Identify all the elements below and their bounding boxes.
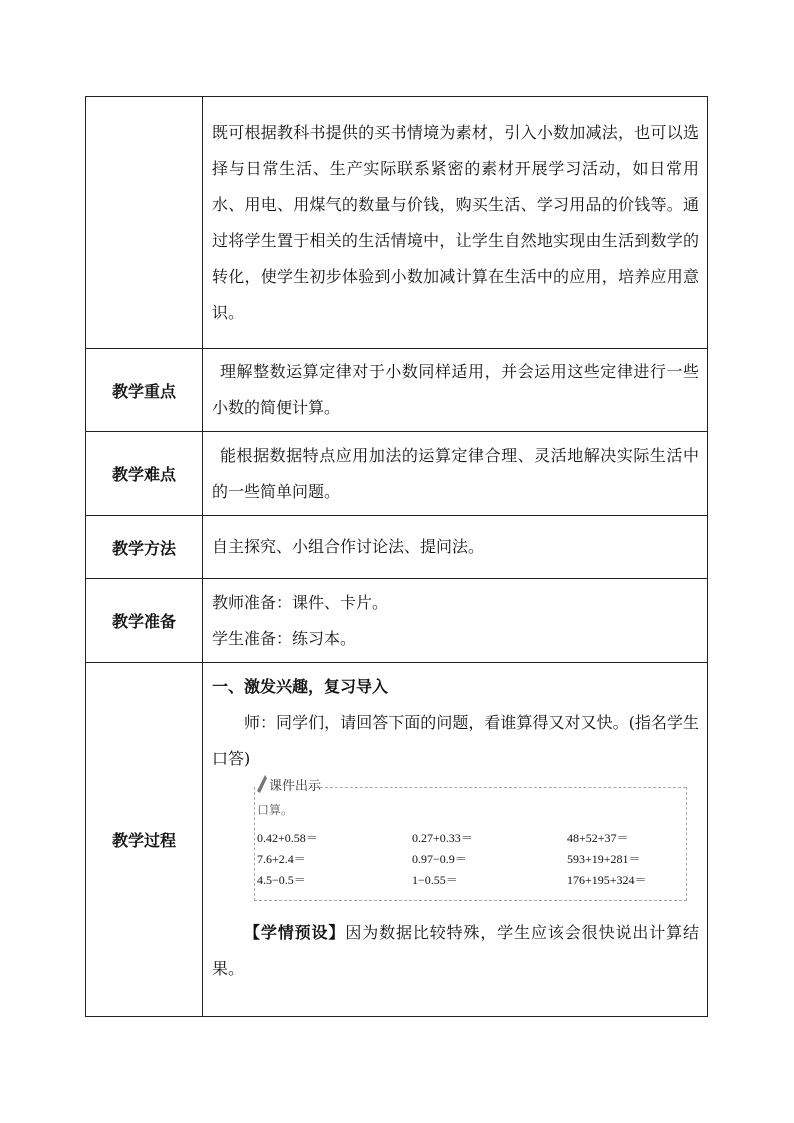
preset-text: 因为数据比较特殊，学生应该会很快说出计算结果。 xyxy=(212,923,699,978)
methods-text: 自主探究、小组合作讨论法、提问法。 xyxy=(212,537,485,556)
label-difficulties: 教学难点 xyxy=(86,432,203,516)
problem-row xyxy=(257,829,657,850)
preparation-cell xyxy=(203,579,708,663)
problem-row xyxy=(257,871,657,892)
label-key-points: 教学重点 xyxy=(86,349,203,432)
process-cell xyxy=(203,663,708,1017)
problem-grid xyxy=(257,829,657,892)
teacher-line: 师：同学们，请回答下面的问题，看谁算得又对又快。(指名学生口答) xyxy=(212,713,699,768)
problem-item: 1−0.55＝ xyxy=(412,873,458,887)
intro-cell xyxy=(203,97,708,349)
key-points-cell xyxy=(203,349,708,432)
row-preparation xyxy=(86,579,708,663)
problem-item: 593+19+281＝ xyxy=(567,852,641,866)
key-points-text: 理解整数运算定律对于小数同样适用，并会运用这些定律进行一些小数的简便计算。 xyxy=(212,362,699,417)
slash-icon xyxy=(255,775,267,793)
teacher-prep-text: 教师准备：课件、卡片。 xyxy=(212,592,389,612)
problem-item: 7.6+2.4＝ xyxy=(257,852,306,866)
problem-item: 48+52+37＝ xyxy=(567,831,629,845)
label-preparation: 教学准备 xyxy=(86,579,203,663)
row-methods xyxy=(86,516,708,579)
problem-item: 0.97−0.9＝ xyxy=(412,852,467,866)
lesson-plan-table xyxy=(85,96,708,1017)
row-process xyxy=(86,663,708,1017)
row-difficulties xyxy=(86,432,708,516)
courseware-box xyxy=(254,779,687,901)
process-heading: 一、激发兴趣，复习导入 xyxy=(212,677,389,696)
student-prep-text: 学生准备：练习本。 xyxy=(212,628,357,648)
courseware-tag-label: 课件出示 xyxy=(269,779,322,794)
problem-row xyxy=(257,850,657,871)
methods-cell xyxy=(203,516,708,579)
preset-paragraph xyxy=(212,915,699,987)
row-key-points xyxy=(86,349,708,432)
preset-label: 【学情预设】 xyxy=(244,923,346,942)
row-label-empty xyxy=(86,97,203,349)
difficulties-text: 能根据数据特点应用加法的运算定律合理、灵活地解决实际生活中的一些简单问题。 xyxy=(212,445,699,501)
label-process: 教学过程 xyxy=(86,663,203,1017)
problem-item: 0.42+0.58＝ xyxy=(257,831,318,845)
label-methods: 教学方法 xyxy=(86,516,203,579)
courseware-tag xyxy=(255,775,321,794)
row-intro xyxy=(86,97,708,349)
problem-item: 0.27+0.33＝ xyxy=(412,831,473,845)
intro-text: 既可根据教科书提供的买书情境为素材，引入小数加减法，也可以选择与日常生活、生产实际联系紧密的素材开展学习活动，如日常用水、用电、用煤气的数量与价钱，购买生活、学习用品的价钱等。通过将学生置于相关的生活情境中，让学生自然地实现由生活到数学的转化，使学生初步体验到小数加减计算在生活中的应用，培养应用意识。 xyxy=(212,122,699,322)
problem-item: 176+195+324＝ xyxy=(567,873,647,887)
problem-item: 4.5−0.5＝ xyxy=(257,873,306,887)
courseware-top-border xyxy=(310,787,686,788)
courseware-sub: 口算。 xyxy=(257,803,294,817)
difficulties-cell xyxy=(203,432,708,516)
